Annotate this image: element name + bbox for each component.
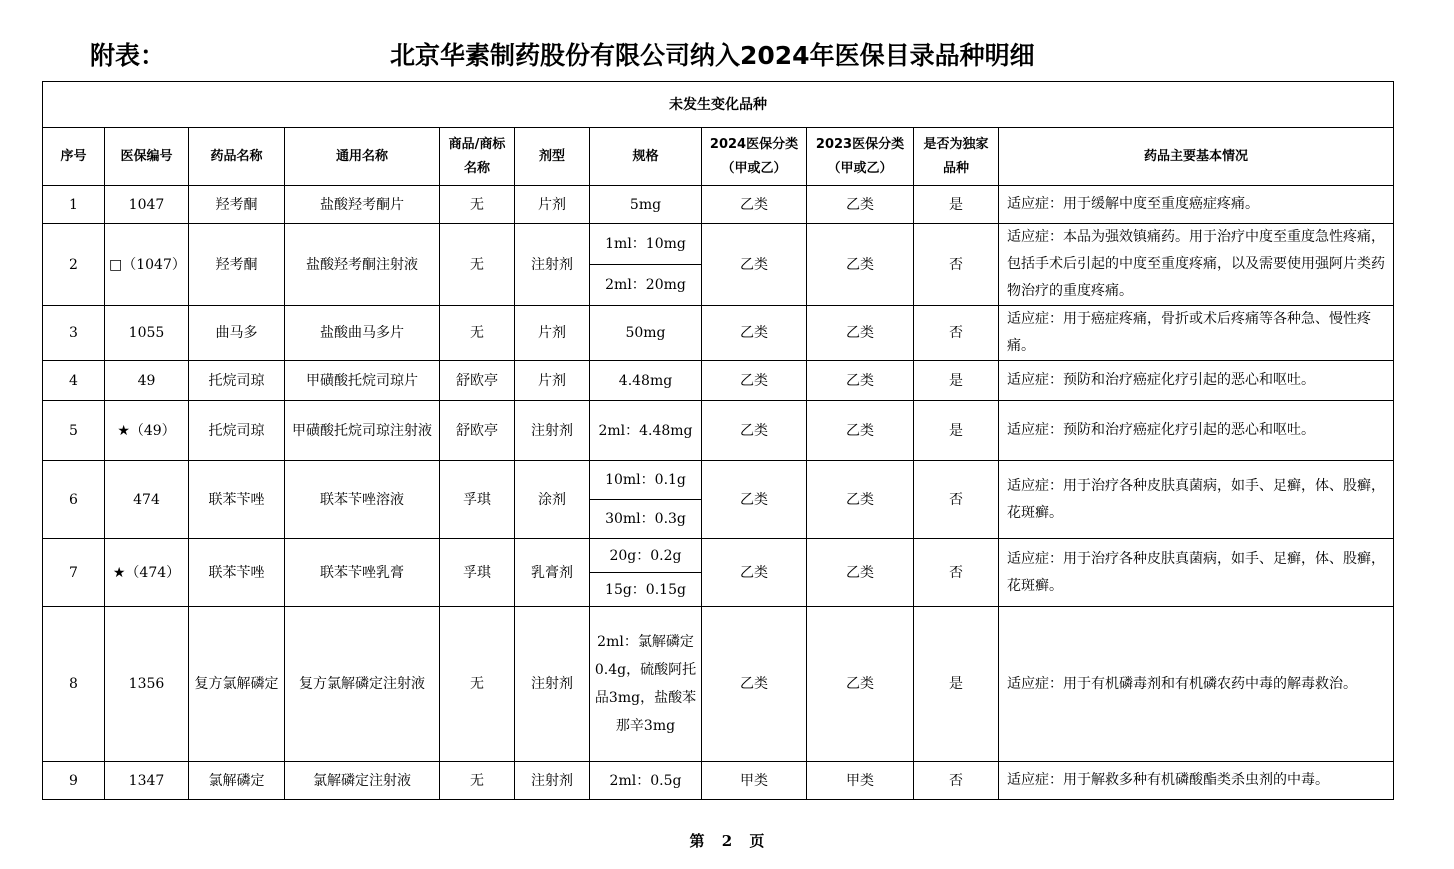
cell-form: 乳膏剂 xyxy=(515,539,590,607)
cell-form: 片剂 xyxy=(515,361,590,401)
cell-brand: 孚琪 xyxy=(440,539,515,607)
cell-drug-name: 氯解磷定 xyxy=(189,762,285,800)
cell-form: 片剂 xyxy=(515,186,590,224)
cell-description: 适应症：用于解救多种有机磷酸酯类杀虫剂的中毒。 xyxy=(999,762,1394,800)
cell-description: 适应症：用于缓解中度至重度癌症疼痛。 xyxy=(999,186,1394,224)
cell-seq: 2 xyxy=(43,224,105,306)
cell-class-2024: 乙类 xyxy=(702,306,807,361)
table-row xyxy=(43,361,1394,401)
header-brand: 商品/商标名称 xyxy=(440,128,515,186)
cell-generic-name: 甲磺酸托烷司琼注射液 xyxy=(285,401,440,461)
cell-brand: 舒欧亭 xyxy=(440,361,515,401)
table-row xyxy=(43,306,1394,361)
cell-generic-name: 联苯苄唑溶液 xyxy=(285,461,440,539)
cell-generic-name: 甲磺酸托烷司琼片 xyxy=(285,361,440,401)
cell-form: 注射剂 xyxy=(515,224,590,306)
cell-drug-name: 联苯苄唑 xyxy=(189,539,285,607)
cell-code: 1347 xyxy=(105,762,189,800)
cell-description: 适应症：用于治疗各种皮肤真菌病，如手、足癣，体、股癣，花斑癣。 xyxy=(999,539,1394,607)
cell-seq: 5 xyxy=(43,401,105,461)
table-row xyxy=(43,607,1394,762)
cell-code: □（1047） xyxy=(105,224,189,306)
table-row xyxy=(43,762,1394,800)
cell-description: 适应症：预防和治疗癌症化疗引起的恶心和呕吐。 xyxy=(999,361,1394,401)
cell-drug-name: 复方氯解磷定 xyxy=(189,607,285,762)
cell-spec: 2ml：4.48mg xyxy=(590,401,702,461)
cell-class-2024: 乙类 xyxy=(702,461,807,539)
cell-description: 适应症：用于治疗各种皮肤真菌病，如手、足癣，体、股癣，花斑癣。 xyxy=(999,461,1394,539)
cell-form: 注射剂 xyxy=(515,401,590,461)
cell-class-2024: 乙类 xyxy=(702,539,807,607)
cell-spec: 5mg xyxy=(590,186,702,224)
cell-exclusive: 否 xyxy=(914,224,999,306)
cell-class-2024: 乙类 xyxy=(702,224,807,306)
table-row xyxy=(43,186,1394,224)
cell-seq: 4 xyxy=(43,361,105,401)
cell-spec: 50mg xyxy=(590,306,702,361)
cell-drug-name: 曲马多 xyxy=(189,306,285,361)
cell-class-2024: 乙类 xyxy=(702,186,807,224)
cell-brand: 无 xyxy=(440,762,515,800)
table-row xyxy=(43,401,1394,461)
cell-brand: 无 xyxy=(440,306,515,361)
cell-seq: 9 xyxy=(43,762,105,800)
cell-exclusive: 否 xyxy=(914,306,999,361)
cell-class-2023: 乙类 xyxy=(807,186,914,224)
cell-generic-name: 盐酸羟考酮片 xyxy=(285,186,440,224)
cell-class-2024: 乙类 xyxy=(702,361,807,401)
cell-generic-name: 复方氯解磷定注射液 xyxy=(285,607,440,762)
table-row xyxy=(43,224,1394,306)
cell-drug-name: 联苯苄唑 xyxy=(189,461,285,539)
cell-description: 适应症：预防和治疗癌症化疗引起的恶心和呕吐。 xyxy=(999,401,1394,461)
cell-drug-name: 羟考酮 xyxy=(189,224,285,306)
spec-item: 30ml：0.3g xyxy=(590,499,701,538)
cell-class-2024: 乙类 xyxy=(702,401,807,461)
cell-class-2024: 甲类 xyxy=(702,762,807,800)
table-row xyxy=(43,461,1394,539)
cell-class-2024: 乙类 xyxy=(702,607,807,762)
cell-code: 49 xyxy=(105,361,189,401)
heading-prefix: 附表： xyxy=(90,41,166,70)
cell-form: 注射剂 xyxy=(515,607,590,762)
cell-form: 涂剂 xyxy=(515,461,590,539)
cell-exclusive: 是 xyxy=(914,607,999,762)
header-spec: 规格 xyxy=(590,128,702,186)
cell-spec: 2ml：氯解磷定0.4g，硫酸阿托品3mg，盐酸苯那辛3mg xyxy=(590,607,702,762)
cell-brand: 无 xyxy=(440,607,515,762)
cell-code: 1047 xyxy=(105,186,189,224)
header-drug-name: 药品名称 xyxy=(189,128,285,186)
cell-drug-name: 托烷司琼 xyxy=(189,401,285,461)
cell-class-2023: 乙类 xyxy=(807,401,914,461)
header-description: 药品主要基本情况 xyxy=(999,128,1394,186)
cell-seq: 7 xyxy=(43,539,105,607)
page-number: 第 2 页 xyxy=(689,832,765,850)
cell-brand: 孚琪 xyxy=(440,461,515,539)
cell-description: 适应症：用于癌症疼痛，骨折或术后疼痛等各种急、慢性疼痛。 xyxy=(999,306,1394,361)
cell-seq: 6 xyxy=(43,461,105,539)
cell-exclusive: 是 xyxy=(914,401,999,461)
cell-code: ★（474） xyxy=(105,539,189,607)
cell-class-2023: 乙类 xyxy=(807,306,914,361)
cell-form: 注射剂 xyxy=(515,762,590,800)
cell-seq: 3 xyxy=(43,306,105,361)
spec-item: 15g：0.15g xyxy=(590,572,701,606)
cell-code: 1055 xyxy=(105,306,189,361)
spec-item: 20g：0.2g xyxy=(609,547,682,564)
cell-exclusive: 否 xyxy=(914,539,999,607)
spec-item: 1ml：10mg xyxy=(605,236,686,252)
cell-code: 474 xyxy=(105,461,189,539)
cell-brand: 舒欧亭 xyxy=(440,401,515,461)
page-heading xyxy=(0,34,1454,74)
cell-exclusive: 否 xyxy=(914,461,999,539)
cell-exclusive: 否 xyxy=(914,762,999,800)
header-class-2023: 2023医保分类（甲或乙） xyxy=(807,128,914,186)
cell-class-2023: 乙类 xyxy=(807,461,914,539)
drug-list-table xyxy=(42,81,1394,800)
cell-code: 1356 xyxy=(105,607,189,762)
header-seq: 序号 xyxy=(43,128,105,186)
cell-seq: 8 xyxy=(43,607,105,762)
cell-description: 适应症：用于有机磷毒剂和有机磷农药中毒的解毒救治。 xyxy=(999,607,1394,762)
cell-drug-name: 托烷司琼 xyxy=(189,361,285,401)
cell-generic-name: 联苯苄唑乳膏 xyxy=(285,539,440,607)
header-class-2024: 2024医保分类（甲或乙） xyxy=(702,128,807,186)
cell-generic-name: 盐酸曲马多片 xyxy=(285,306,440,361)
cell-class-2023: 乙类 xyxy=(807,539,914,607)
cell-class-2023: 乙类 xyxy=(807,607,914,762)
cell-drug-name: 羟考酮 xyxy=(189,186,285,224)
cell-exclusive: 是 xyxy=(914,186,999,224)
cell-brand: 无 xyxy=(440,224,515,306)
cell-form: 片剂 xyxy=(515,306,590,361)
cell-spec: 4.48mg xyxy=(590,361,702,401)
cell-class-2023: 乙类 xyxy=(807,361,914,401)
cell-class-2023: 乙类 xyxy=(807,224,914,306)
header-exclusive: 是否为独家品种 xyxy=(914,128,999,186)
cell-spec xyxy=(590,461,702,539)
header-generic-name: 通用名称 xyxy=(285,128,440,186)
cell-generic-name: 氯解磷定注射液 xyxy=(285,762,440,800)
cell-seq: 1 xyxy=(43,186,105,224)
cell-class-2023: 甲类 xyxy=(807,762,914,800)
cell-description: 适应症：本品为强效镇痛药。用于治疗中度至重度急性疼痛，包括手术后引起的中度至重度疼痛，以及需要使用强阿片类药物治疗的重度疼痛。 xyxy=(999,224,1394,306)
header-row xyxy=(43,128,1394,186)
spec-item: 10ml：0.1g xyxy=(605,472,686,488)
cell-brand: 无 xyxy=(440,186,515,224)
header-code: 医保编号 xyxy=(105,128,189,186)
header-form: 剂型 xyxy=(515,128,590,186)
section-title: 未发生变化品种 xyxy=(43,82,1394,128)
cell-generic-name: 盐酸羟考酮注射液 xyxy=(285,224,440,306)
cell-spec xyxy=(590,539,702,607)
cell-spec: 2ml：0.5g xyxy=(590,762,702,800)
table-body xyxy=(43,186,1394,800)
table-row xyxy=(43,539,1394,607)
cell-spec xyxy=(590,224,702,306)
page-title: 北京华素制药股份有限公司纳入2024年医保目录品种明细 xyxy=(390,41,1035,70)
cell-code: ★（49） xyxy=(105,401,189,461)
spec-item: 2ml：20mg xyxy=(590,264,701,305)
cell-exclusive: 是 xyxy=(914,361,999,401)
